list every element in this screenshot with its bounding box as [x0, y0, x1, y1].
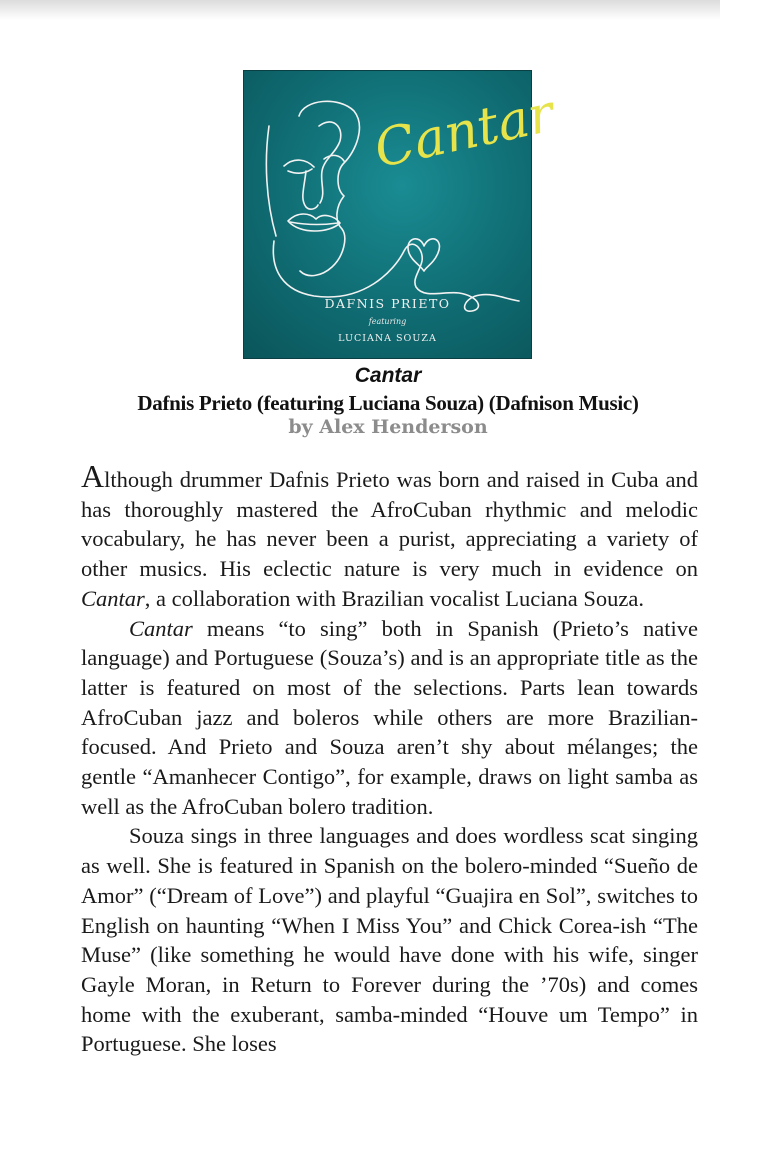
album-title: Cantar	[354, 364, 422, 387]
album-title-italic: Cantar	[81, 585, 145, 611]
paragraph-1-text-a: lthough drummer Dafnis Prieto was born and raised in Cuba and has thoroughly mastered the AfroCuban rhythmic and melodic vocabulary, he has never been a purist, appreciating a variety of other musics. His eclectic nature is very much in evidence on	[81, 467, 698, 582]
page-top-edge	[0, 0, 720, 20]
drop-cap: A	[81, 458, 105, 494]
paragraph-3-text: Souza sings in three languages and does wordless scat singing as well. She is featured in Spanish on the bolero-minded “Sueño de Amor” (“Dream of Love”) and playful “Guajira en Sol”, switches to English on haunting “When I Miss You” and Chick Corea-ish “The Muse” (like something he would have done with his wife, singer Gayle Moran, in Return to Forever during the ’70s) and comes home with the exuberant, samba-minded “Houve um Tempo” in Portuguese. She loses	[81, 823, 698, 1057]
paragraph-1	[81, 460, 698, 614]
paragraph-3	[81, 821, 698, 1059]
cover-featuring-label: featuring	[368, 317, 407, 326]
paragraph-2	[81, 614, 698, 822]
album-credit: Dafnis Prieto (featuring Luciana Souza) (Dafnison Music)	[137, 391, 639, 415]
cover-guest-name: LUCIANA SOUZA	[338, 333, 437, 344]
paragraph-2-text: means “to sing” both in Spanish (Prieto’s native language) and Portuguese (Souza’s) and is an appropriate title as the latter is featured on most of the selections. Parts lean towards AfroCuban jazz and boleros while others are more Brazilian-focused. And Prieto and Souza aren’t shy about mélanges; the gentle “Amanhecer Contigo”, for example, draws on light samba as well as the AfroCuban bolero tradition.	[81, 615, 698, 819]
review-byline: by Alex Henderson	[288, 416, 488, 438]
album-cover	[243, 70, 559, 359]
paragraph-1-text-b: , a collaboration with Brazilian vocalist Luciana Souza.	[144, 585, 644, 611]
album-title-italic: Cantar	[129, 615, 193, 641]
cover-artist-name: DAFNIS PRIETO	[324, 296, 451, 311]
review-body	[81, 460, 698, 1059]
cover-title: Cantar	[369, 83, 559, 180]
